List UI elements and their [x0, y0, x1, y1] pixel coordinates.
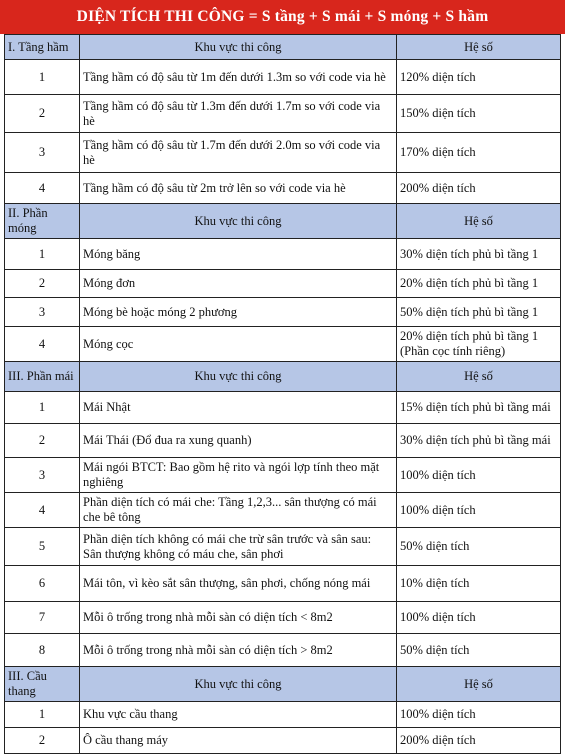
area-coefficient: 10% diện tích — [397, 566, 561, 602]
area-coefficient: 20% diện tích phủ bì tầng 1 — [397, 270, 561, 298]
table-row — [5, 493, 561, 528]
page-title: DIỆN TÍCH THI CÔNG = S tầng + S mái + S móng + S hầm — [0, 0, 565, 34]
table-row — [5, 173, 561, 204]
construction-area-table — [4, 34, 561, 754]
row-number: 8 — [5, 634, 80, 667]
row-number: 4 — [5, 173, 80, 204]
section-header-row — [5, 362, 561, 392]
construction-area: Tầng hầm có độ sâu từ 1.3m đến dưới 1.7m so với code via hè — [80, 95, 397, 133]
construction-area: Mái tôn, vì kèo sắt sân thượng, sân phơi, chống nóng mái — [80, 566, 397, 602]
row-number: 2 — [5, 728, 80, 754]
area-coefficient: 120% diện tích — [397, 60, 561, 95]
construction-area: Tầng hầm có độ sâu từ 2m trở lên so với code via hè — [80, 173, 397, 204]
construction-area: Mái Nhật — [80, 392, 397, 424]
column-header-area: Khu vực thi công — [80, 35, 397, 60]
area-coefficient: 30% diện tích phủ bì tầng mái — [397, 424, 561, 458]
area-coefficient: 30% diện tích phủ bì tầng 1 — [397, 239, 561, 270]
column-header-area: Khu vực thi công — [80, 362, 397, 392]
construction-area: Móng băng — [80, 239, 397, 270]
construction-area: Khu vực cầu thang — [80, 702, 397, 728]
table-row — [5, 270, 561, 298]
construction-area: Tầng hầm có độ sâu từ 1m đến dưới 1.3m so với code via hè — [80, 60, 397, 95]
table-row — [5, 327, 561, 362]
construction-area: Mỗi ô trống trong nhà mỗi sàn có diện tích < 8m2 — [80, 602, 397, 634]
column-header-coefficient: Hệ số — [397, 204, 561, 239]
column-header-area: Khu vực thi công — [80, 667, 397, 702]
row-number: 7 — [5, 602, 80, 634]
area-coefficient: 100% diện tích — [397, 493, 561, 528]
construction-area: Móng đơn — [80, 270, 397, 298]
table-row — [5, 424, 561, 458]
construction-area: Mái ngói BTCT: Bao gồm hệ rito và ngói lợp tính theo mặt nghiêng — [80, 458, 397, 493]
area-coefficient: 50% diện tích — [397, 634, 561, 667]
construction-area: Tầng hầm có độ sâu từ 1.7m đến dưới 2.0m so với code via hè — [80, 133, 397, 173]
area-coefficient: 50% diện tích — [397, 528, 561, 566]
area-coefficient: 15% diện tích phủ bì tầng mái — [397, 392, 561, 424]
area-coefficient: 170% diện tích — [397, 133, 561, 173]
row-number: 1 — [5, 239, 80, 270]
construction-area: Phần diện tích không có mái che trừ sân trước và sân sau: Sân thượng không có máu che, sân phơi — [80, 528, 397, 566]
section-header-row — [5, 35, 561, 60]
construction-area: Mái Thái (Đổ đua ra xung quanh) — [80, 424, 397, 458]
construction-area: Phần diện tích có mái che: Tầng 1,2,3... sân thượng có mái che bê tông — [80, 493, 397, 528]
row-number: 4 — [5, 493, 80, 528]
section-name: III. Phần mái — [5, 362, 80, 392]
table-row — [5, 702, 561, 728]
column-header-coefficient: Hệ số — [397, 35, 561, 60]
area-coefficient: 20% diện tích phủ bì tầng 1 (Phần cọc tính riêng) — [397, 327, 561, 362]
section-name: I. Tầng hầm — [5, 35, 80, 60]
table-row — [5, 602, 561, 634]
row-number: 4 — [5, 327, 80, 362]
table-row — [5, 133, 561, 173]
column-header-coefficient: Hệ số — [397, 667, 561, 702]
construction-area: Ô cầu thang máy — [80, 728, 397, 754]
row-number: 2 — [5, 424, 80, 458]
area-coefficient: 100% diện tích — [397, 602, 561, 634]
section-header-row — [5, 204, 561, 239]
area-coefficient: 100% diện tích — [397, 702, 561, 728]
section-header-row — [5, 667, 561, 702]
row-number: 2 — [5, 95, 80, 133]
row-number: 5 — [5, 528, 80, 566]
table-row — [5, 728, 561, 754]
row-number: 3 — [5, 298, 80, 327]
area-coefficient: 150% diện tích — [397, 95, 561, 133]
table-row — [5, 95, 561, 133]
construction-area: Móng cọc — [80, 327, 397, 362]
table-row — [5, 60, 561, 95]
row-number: 6 — [5, 566, 80, 602]
row-number: 1 — [5, 60, 80, 95]
table-row — [5, 458, 561, 493]
construction-area: Móng bè hoặc móng 2 phương — [80, 298, 397, 327]
area-coefficient: 200% diện tích — [397, 728, 561, 754]
table-row — [5, 528, 561, 566]
column-header-area: Khu vực thi công — [80, 204, 397, 239]
row-number: 3 — [5, 133, 80, 173]
row-number: 1 — [5, 392, 80, 424]
area-coefficient: 100% diện tích — [397, 458, 561, 493]
table-row — [5, 634, 561, 667]
section-name: II. Phần móng — [5, 204, 80, 239]
area-coefficient: 200% diện tích — [397, 173, 561, 204]
table-row — [5, 392, 561, 424]
table-row — [5, 239, 561, 270]
table-row — [5, 298, 561, 327]
area-coefficient: 50% diện tích phủ bì tầng 1 — [397, 298, 561, 327]
row-number: 1 — [5, 702, 80, 728]
row-number: 2 — [5, 270, 80, 298]
table-row — [5, 566, 561, 602]
column-header-coefficient: Hệ số — [397, 362, 561, 392]
construction-area: Mỗi ô trống trong nhà mỗi sàn có diện tích > 8m2 — [80, 634, 397, 667]
section-name: III. Cầu thang — [5, 667, 80, 702]
row-number: 3 — [5, 458, 80, 493]
